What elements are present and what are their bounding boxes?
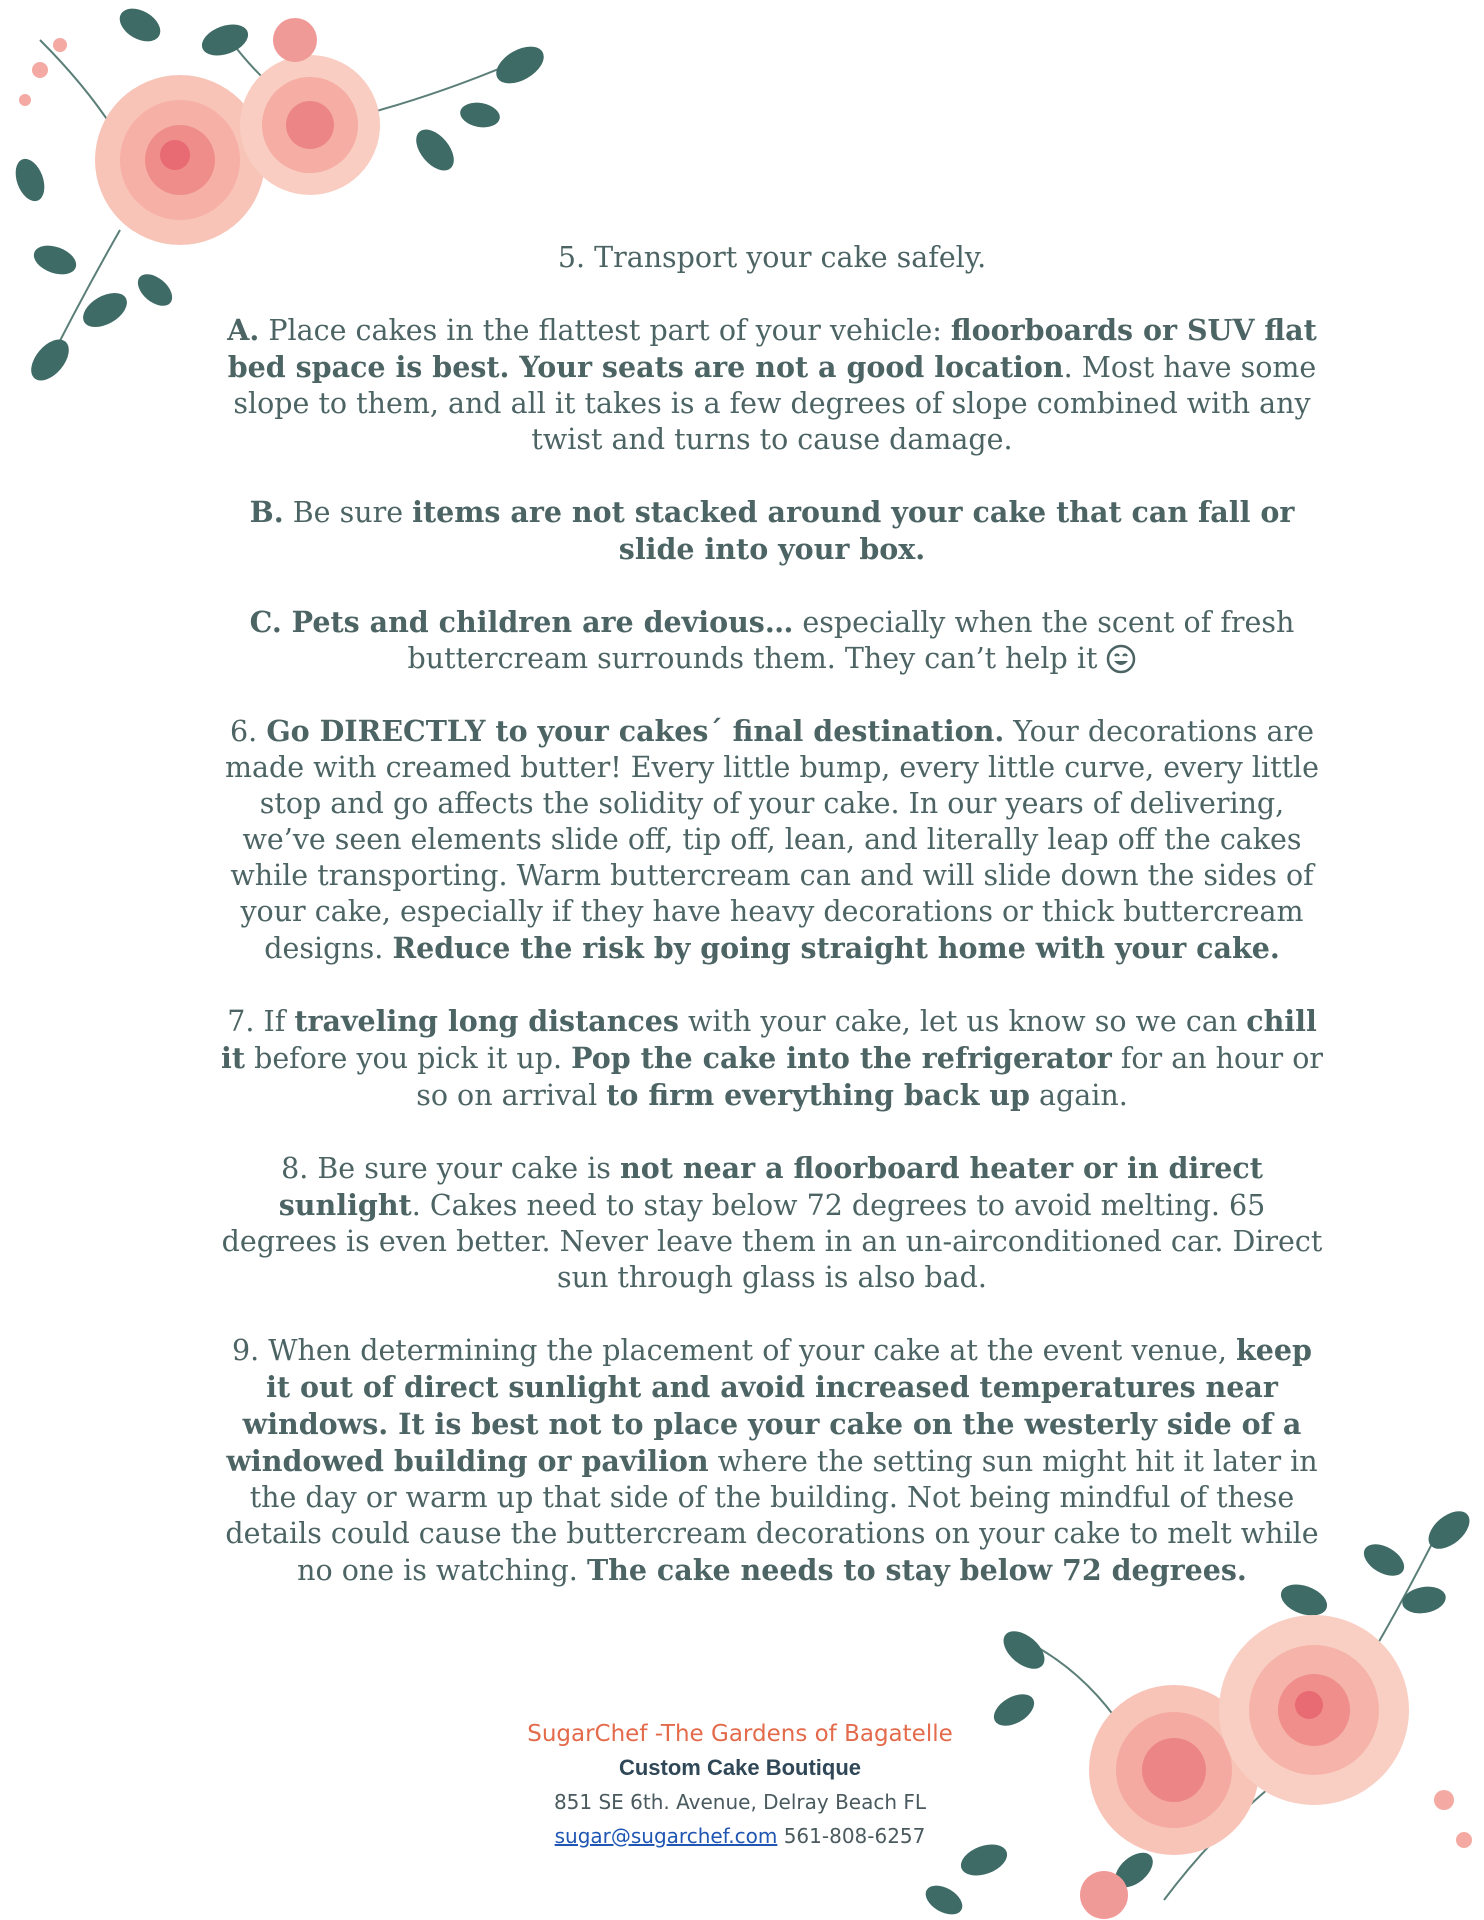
business-address: 851 SE 6th. Avenue, Delray Beach FL bbox=[553, 1790, 927, 1814]
text: 6. bbox=[230, 715, 267, 748]
instructions-body bbox=[220, 240, 1324, 1625]
text: for an hour or so on arrival bbox=[416, 1042, 1323, 1112]
text: again. bbox=[1029, 1079, 1128, 1112]
bold-text: traveling long distances bbox=[294, 1004, 679, 1038]
smiley-icon bbox=[1106, 644, 1136, 674]
footer bbox=[440, 1717, 1040, 1853]
business-tagline: Custom Cake Boutique bbox=[618, 1755, 862, 1780]
bold-text: chill it bbox=[221, 1004, 1317, 1075]
text: 5. Transport your cake safely. bbox=[557, 241, 987, 274]
text: where the setting sun might hit it later in the day or warm up that side of the building. Not being mindful of these details could cause the buttercream decorations on your cake to melt while no one is watching. bbox=[225, 1445, 1319, 1587]
bold-text: items are not stacked around your cake that can fall or slide into your box. bbox=[412, 495, 1295, 566]
bold-text: not near a floorboard heater or in direct sunlight bbox=[278, 1151, 1263, 1222]
bold-text: The cake needs to stay below 72 degrees. bbox=[586, 1553, 1247, 1587]
bold-text: A. bbox=[227, 313, 260, 347]
text: Place cakes in the flattest part of your vehicle: bbox=[259, 314, 951, 347]
bold-text: C. Pets and children are devious… bbox=[249, 605, 794, 639]
paragraph-seven bbox=[220, 1003, 1324, 1114]
paragraph-a bbox=[220, 312, 1324, 458]
paragraph-transport bbox=[220, 240, 1324, 276]
text: 9. When determining the placement of your cake at the event venue, bbox=[232, 1334, 1237, 1367]
email-link[interactable]: sugar@sugarchef.com bbox=[554, 1824, 778, 1848]
text: . Cakes need to stay below 72 degrees to avoid melting. 65 degrees is even better. Never leave them in an un-airconditioned car. Direct sun through glass is also bad. bbox=[221, 1189, 1323, 1294]
text: 7. If bbox=[227, 1005, 295, 1038]
bold-text: Reduce the risk by going straight home with your cake. bbox=[392, 931, 1280, 965]
text: . Most have some slope to them, and all it takes is a few degrees of slope combined with any twist and turns to cause damage. bbox=[233, 351, 1317, 456]
paragraph-c bbox=[220, 604, 1324, 677]
business-name: SugarChef -The Gardens of Bagatelle bbox=[527, 1721, 953, 1747]
contact-line bbox=[440, 1819, 1040, 1853]
bold-text: to firm everything back up bbox=[606, 1078, 1030, 1112]
bold-text: B. bbox=[249, 495, 284, 529]
text: Be sure bbox=[283, 496, 413, 529]
phone-number: 561-808-6257 bbox=[783, 1824, 926, 1848]
bold-text: Pop the cake into the refrigerator bbox=[571, 1041, 1112, 1075]
bold-text: keep it out of direct sunlight and avoid increased temperatures near windows. It is best not to place your cake on the westerly side of a windowed building or pavilion bbox=[226, 1333, 1312, 1478]
text: Your decorations are made with creamed butter! Every little bump, every little curve, every little stop and go affects the solidity of your cake. In our years of delivering, we’ve seen elements slide off, tip off, lean, and literally leap off the cakes while transporting. Warm buttercream can and will slide down the sides of your cake, especially if they have heavy decorations or thick buttercream designs. bbox=[225, 715, 1319, 965]
paragraph-b bbox=[220, 494, 1324, 568]
bold-text: Go DIRECTLY to your cakes´ final destination. bbox=[266, 714, 1005, 748]
paragraph-nine bbox=[220, 1332, 1324, 1589]
text: with your cake, let us know so we can bbox=[678, 1005, 1247, 1038]
text: 8. Be sure your cake is bbox=[281, 1152, 620, 1185]
text: especially when the scent of fresh buttercream surrounds them. They can’t help it bbox=[407, 606, 1295, 675]
paragraph-eight bbox=[220, 1150, 1324, 1296]
paragraph-six bbox=[220, 713, 1324, 967]
text: before you pick it up. bbox=[245, 1042, 572, 1075]
bold-text: floorboards or SUV flat bed space is best. Your seats are not a good location bbox=[227, 313, 1317, 384]
